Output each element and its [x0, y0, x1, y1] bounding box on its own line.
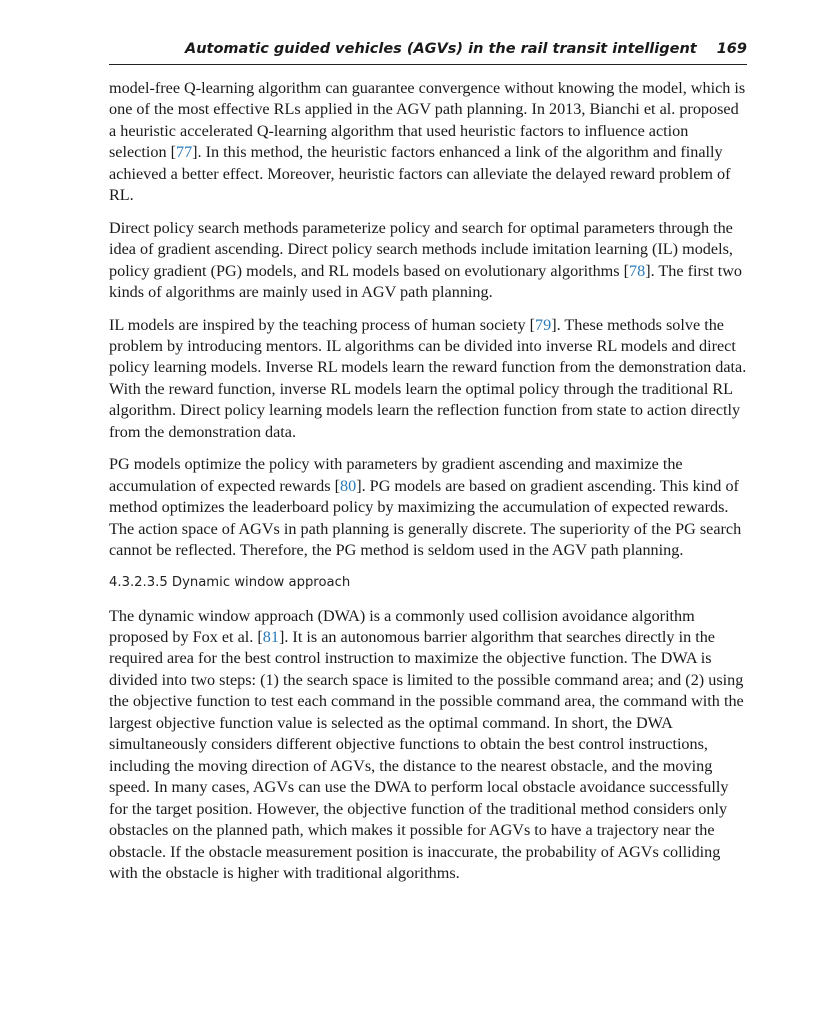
running-title: Automatic guided vehicles (AGVs) in the rail transit intelligent — [184, 41, 697, 57]
paragraph-text: ]. PG models are based on gradient ascending. This kind of method optimizes the leaderboard policy by maximizing the accumulation of expected rewards. The action space of AGVs in path planning is generally discrete. The superiority of the PG search cannot be reflected. Therefore, the PG method is seldom used in the AGV path planning. — [109, 476, 742, 560]
subsection-heading: 4.3.2.3.5 Dynamic window approach — [109, 574, 351, 590]
page-number: 169 — [716, 41, 747, 57]
paragraph-text: The dynamic window approach (DWA) is a commonly used collision avoidance algorithm proposed by Fox et al. [ — [109, 606, 695, 646]
paragraph-text: ]. The first two kinds of algorithms are mainly used in AGV path planning. — [109, 261, 742, 302]
paragraph-text: ]. In this method, the heuristic factors enhanced a link of the algorithm and finally achieved a better effect. Moreover, heuristic factors can alleviate the delayed reward problem of RL. — [109, 143, 731, 205]
citation-link-79[interactable]: 79 — [535, 315, 552, 334]
page-body — [109, 78, 749, 895]
paragraph-text: model-free Q-learning algorithm can guarantee convergence without knowing the model, which is one of the most effective RLs applied in the AGV path planning. In 2013, Bianchi et al. proposed a heuristic accelerated Q-learning algorithm that used heuristic factors to influence action selection [ — [109, 79, 746, 162]
paragraph-direct-policy-search — [109, 218, 749, 304]
paragraph-il-models — [109, 315, 749, 444]
paragraph-text: IL models are inspired by the teaching process of human society [ — [109, 315, 535, 334]
running-header — [109, 38, 747, 65]
paragraph-text: PG models optimize the policy with parameters by gradient ascending and maximize the accumulation of expected rewards [ — [109, 455, 683, 495]
paragraph-pg-models — [109, 454, 749, 561]
paragraph-q-learning — [109, 78, 749, 207]
citation-link-77[interactable]: 77 — [175, 143, 193, 162]
paragraph-dwa — [109, 606, 749, 885]
citation-link-80[interactable]: 80 — [340, 476, 357, 495]
paragraph-text: Direct policy search methods parameterize policy and search for optimal parameters through the idea of gradient ascending. Direct policy search methods include imitation learning (IL) models, policy gradient (PG) models, and RL models based on evolutionary algorithms [ — [109, 218, 733, 280]
citation-link-78[interactable]: 78 — [629, 261, 646, 280]
citation-link-81[interactable]: 81 — [262, 627, 279, 646]
paragraph-text: ]. These methods solve the problem by introducing mentors. IL algorithms can be divided into inverse RL models and direct policy learning models. Inverse RL models learn the reward function from the demonstration data. With the reward function, inverse RL models learn the optimal policy through the traditional RL algorithm. Direct policy learning models learn the reflection function from state to action directly from the demonstration data. — [109, 315, 747, 441]
paragraph-text: ]. It is an autonomous barrier algorithm that searches directly in the required area for the best control instruction to maximize the objective function. The DWA is divided into two steps: (1) the search space is limited to the possible command area; and (2) using the objective function to test each command in the possible command area, the command with the largest objective function value is selected as the optimal command. In short, the DWA simultaneously considers different objective functions to obtain the best control instructions, including the moving direction of AGVs, the distance to the nearest obstacle, and the moving speed. In many cases, AGVs can use the DWA to perform local obstacle avoidance successfully for the target position. However, the objective function of the traditional method considers only obstacles on the planned path, which makes it possible for AGVs to have a trajectory near the obstacle. If the obstacle measurement position is inaccurate, the probability of AGVs colliding with the obstacle is higher with traditional algorithms. — [109, 627, 744, 882]
